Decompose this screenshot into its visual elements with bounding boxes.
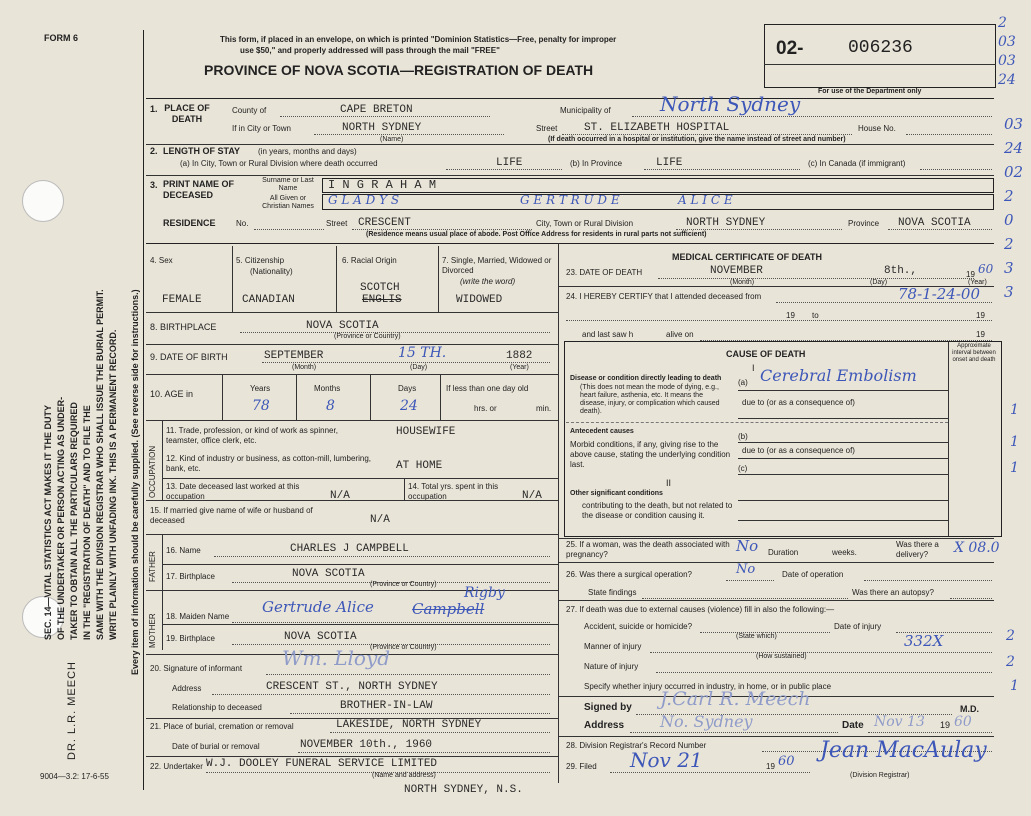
medical-nineteen: 19 <box>786 311 795 320</box>
name-given-label: All Given or Christian Names <box>262 195 314 210</box>
age-days: 24 <box>400 398 418 414</box>
occupation-l11: 11. Trade, profession, or kind of work as spinner, teamster, office clerk, etc. <box>166 426 338 445</box>
mother-birthplace: NOVA SCOTIA <box>284 631 357 643</box>
birthplace-label: 8. BIRTHPLACE <box>150 322 217 332</box>
undertaker-label: 22. Undertaker <box>150 762 203 771</box>
cause-b: (b) <box>738 432 748 441</box>
occupation-l12: 12. Kind of industry or business, as cotton-mill, lumbering, bank, etc. <box>166 454 371 473</box>
dotted-rule <box>644 169 800 170</box>
medical-year-hint: (Year) <box>968 279 987 286</box>
residence-street-label: Street <box>326 219 348 228</box>
father-side: FATHER <box>148 551 157 582</box>
mother-maiden-label: 18. Maiden Name <box>166 612 230 621</box>
rule-line <box>558 243 559 783</box>
mother-maiden-insert: Rigby <box>464 585 505 601</box>
cause-title: CAUSE OF DEATH <box>726 349 806 359</box>
cause-other-label: Other significant conditions <box>570 490 663 497</box>
right-codes-4: 0 <box>1004 211 1014 229</box>
medical-l23: 23. DATE OF DEATH <box>566 268 643 277</box>
header-note: use $50," and properly addressed will pass through the mail "FREE" <box>240 46 500 55</box>
informant-signature: Wm. Lloyd <box>282 646 391 670</box>
cause-c: (c) <box>738 464 748 473</box>
age-days-label: Days <box>398 384 417 393</box>
q25-weeks: weeks. <box>832 548 857 557</box>
left-statute-3: IN THE "REGISTRATION OF DEATH" AND TO FILE THE <box>82 405 92 640</box>
medical-nineteen: 19 <box>976 330 985 339</box>
mother-hint: (Province or Country) <box>370 644 437 651</box>
cause-antecedent-hint: Morbid conditions, if any, giving rise to the above cause, stating the underlying condition last. <box>570 440 731 469</box>
q27-specify: Specify whether injury occurred in industry, in home, or in public place <box>584 682 832 691</box>
left-statute-2: TAKER TO OBTAIN ALL THE PARTICULARS REQUIRED <box>69 402 79 640</box>
given-name-3: A L I C E <box>678 193 733 207</box>
informant-sig-label: 20. Signature of informant <box>150 664 243 673</box>
residence-city: NORTH SYDNEY <box>686 217 766 229</box>
medical-nineteen: 19 <box>976 311 985 320</box>
dotted-rule <box>642 598 848 599</box>
rule-line <box>558 600 994 601</box>
rule-line <box>296 374 297 420</box>
origin-value: SCOTCH <box>360 282 400 294</box>
undertaker-hint: (Name and address) <box>372 772 436 779</box>
occupation-side: OCCUPATION <box>148 445 157 498</box>
doctor-stamp: DR. L.R. MEECH <box>66 661 78 760</box>
rule-line <box>146 175 994 176</box>
right-marks-0: 1 <box>1010 402 1019 418</box>
dotted-rule <box>352 229 532 230</box>
rule-line <box>162 564 558 565</box>
age-years: 78 <box>252 398 270 414</box>
place-hint: (If death occurred in a hospital or institution, give the name instead of street and number) <box>548 136 846 143</box>
dotted-rule <box>280 116 490 117</box>
right-codes-6: 3 <box>1004 259 1014 277</box>
occupation-l15: 15. If married give name of wife or husband of deceased <box>150 506 313 525</box>
dotted-rule <box>562 134 852 135</box>
right-codes-3: 2 <box>1004 187 1014 205</box>
q27-how: (How sustained) <box>756 653 807 660</box>
instruction-note: Every item of information should be carefully supplied. (See reverse side for instructions.) <box>130 289 140 675</box>
dotted-rule <box>262 362 550 363</box>
right-marks-3: 2 <box>1006 628 1015 644</box>
rule-line <box>738 418 948 419</box>
rule-line <box>143 30 144 790</box>
dotted-rule <box>214 556 550 557</box>
municipality-value: North Sydney <box>660 92 801 116</box>
residence-street: CRESCENT <box>358 217 411 229</box>
last-worked-value: N/A <box>330 490 350 502</box>
informant-rel-label: Relationship to deceased <box>172 703 262 712</box>
medical-year-prefix: 19 <box>966 270 975 279</box>
rule-line <box>162 478 558 479</box>
rule-line <box>440 374 441 420</box>
personal-sex-label: 4. Sex <box>150 256 173 265</box>
rule-line <box>558 538 994 539</box>
given-name-1: G L A D Y S <box>328 193 400 207</box>
birthplace-hint: (Province or Country) <box>334 333 401 340</box>
dotted-rule <box>658 278 974 279</box>
right-codes-0: 03 <box>1004 115 1024 133</box>
dotted-rule <box>868 732 992 733</box>
mother-side: MOTHER <box>148 613 157 648</box>
place-house-label: House No. <box>858 124 896 133</box>
origin-struck: ENGLIS <box>362 294 402 306</box>
rule-line <box>738 390 948 391</box>
place-street-label: Street <box>536 124 558 133</box>
father-name: CHARLES J CAMPBELL <box>290 543 409 555</box>
stay-a-label: (a) In City, Town or Rural Division where death occurred <box>180 159 378 168</box>
left-statute-5: WRITE PLAINLY WITH UNFADING INK. THIS IS A PERMANENT RECORD. <box>108 329 118 640</box>
left-statute-1: OF THE UNDERTAKER OR PERSON ACTING AS UNDER- <box>56 396 66 640</box>
burial-date: NOVEMBER 10th., 1960 <box>300 739 433 751</box>
cause-disease-label: Disease or condition directly leading to death <box>570 375 722 382</box>
citizenship-value: CANADIAN <box>242 294 295 306</box>
rule-line <box>146 144 994 145</box>
rule-line <box>738 520 948 521</box>
rule-line <box>948 342 949 536</box>
rule-line <box>146 344 558 345</box>
cause-roman2: II <box>666 478 672 488</box>
medical-to: to <box>812 311 819 320</box>
age-label: 10. AGE in <box>150 389 194 399</box>
rule-line <box>146 420 558 421</box>
dotted-rule <box>314 134 504 135</box>
signed-date: Nov 13 <box>874 714 925 730</box>
dotted-rule <box>254 229 324 230</box>
registration-number: 006236 <box>848 38 913 58</box>
dob-month-hint: (Month) <box>292 364 317 371</box>
cause-a-value: Cerebral Embolism <box>760 366 917 385</box>
print-code: 9004—3.2: 17-6-55 <box>40 772 109 781</box>
mother-bp-label: 19. Birthplace <box>166 634 215 643</box>
right-marks-5: 1 <box>1010 678 1019 694</box>
q25-label: 25. If a woman, was the death associated with pregnancy? <box>566 540 730 559</box>
dotted-rule <box>566 320 992 321</box>
dotted-rule <box>726 580 774 581</box>
rule-line <box>738 474 948 475</box>
father-hint: (Province or Country) <box>370 581 437 588</box>
rule-line <box>738 500 948 501</box>
rule-line <box>232 246 233 312</box>
occupation-l13: 13. Date deceased last worked at this occupation <box>166 482 300 501</box>
street-value: ST. ELIZABETH HOSPITAL <box>584 122 730 134</box>
rule-line <box>566 422 948 423</box>
medical-alive-on: alive on <box>666 330 694 339</box>
header-note: This form, if placed in an envelope, on which is printed "Dominion Statistics—Free, penalty for improper <box>220 35 617 44</box>
rule-line <box>162 624 558 625</box>
cause-due: due to (or as a consequence of) <box>742 446 855 455</box>
q27-date-injury: Date of injury <box>834 622 882 631</box>
burial-date-label: Date of burial or removal <box>172 742 260 751</box>
left-statute-4: SAME WITH THE DIVISION REGISTRAR WHO SHALL ISSUE THE BURIAL PERMIT. <box>95 289 105 640</box>
place-label: PLACE OF DEATH <box>164 103 210 124</box>
rule-line <box>146 534 558 535</box>
place-city-label: If in City or Town <box>232 124 291 133</box>
pregnancy-code: X 08.0 <box>954 540 1000 556</box>
place-municipality-label: Municipality of <box>560 106 611 115</box>
right-codes-2: 02 <box>1004 163 1024 181</box>
dotted-rule <box>632 116 992 117</box>
medical-day-hint: (Day) <box>870 279 888 286</box>
stay-b-label: (b) In Province <box>570 159 623 168</box>
dob-year: 1882 <box>506 350 533 362</box>
dotted-rule <box>330 732 550 733</box>
personal-origin-label: 6. Racial Origin <box>342 256 397 265</box>
rule-line <box>558 562 994 563</box>
right-marks-4: 2 <box>1006 654 1015 670</box>
pregnancy-answer: No <box>736 537 759 555</box>
rule-line <box>146 756 558 757</box>
sex-value: FEMALE <box>162 294 202 306</box>
rule-line <box>162 534 163 590</box>
signed-label: Signed by <box>584 702 632 713</box>
margin-codes-1: 03 <box>998 34 1016 50</box>
rule-line <box>162 420 163 500</box>
q27-label: 27. If death was due to external causes (violence) fill in also the following:— <box>566 605 835 614</box>
age-lt-label: If less than one day old <box>446 384 529 393</box>
residence-no-label: No. <box>236 219 249 228</box>
name-num: 3. <box>150 180 158 190</box>
surname-value: I N G R A H A M <box>328 178 437 192</box>
age-hrs: hrs. or <box>474 404 497 413</box>
signed-year-prefix: 19 <box>940 720 951 730</box>
dotted-rule <box>266 674 550 675</box>
signed-by: J.Carl R. Meech <box>660 688 811 710</box>
mother-maiden-struck: Campbell <box>412 600 485 618</box>
dob-day-hint: (Day) <box>410 364 428 371</box>
q25-duration: Duration <box>768 548 799 557</box>
dotted-rule <box>232 622 550 623</box>
right-codes-1: 24 <box>1004 139 1024 157</box>
dotted-rule <box>630 732 838 733</box>
registrar-signature: Jean MacAulay <box>820 738 987 763</box>
q26-findings: State findings <box>588 588 637 597</box>
residence-city-label: City, Town or Rural Division <box>536 219 634 228</box>
burial-place-label: 21. Place of burial, cremation or removal <box>150 722 294 731</box>
margin-codes-3: 24 <box>998 72 1016 88</box>
attended-from: 78-1-24-00 <box>898 285 981 303</box>
stay-num: 2. <box>150 146 158 156</box>
right-marks-2: 1 <box>1010 460 1019 476</box>
death-year: 60 <box>978 262 994 276</box>
personal-marital-label: 7. Single, Married, Widowed or Divorced <box>442 256 552 275</box>
dotted-rule <box>298 752 550 753</box>
q27-nature: Nature of injury <box>584 662 639 671</box>
rule-line <box>738 442 948 443</box>
cause-other-hint: contributing to the death, but not related to the disease or condition causing it. <box>582 501 733 520</box>
residence-hint: (Residence means usual place of abode. Post Office Address for residents in rural parts not sufficient) <box>366 231 707 238</box>
medical-l24: 24. I HEREBY CERTIFY that I attended deceased from <box>566 292 762 301</box>
dotted-rule <box>676 229 842 230</box>
death-month: NOVEMBER <box>710 265 763 277</box>
left-statute-0: SEC. 14—VITAL STATISTICS ACT MAKES IT THE DUTY <box>43 404 53 640</box>
industry-value: AT HOME <box>396 460 443 472</box>
dept-use-note: For use of the Department only <box>818 88 922 95</box>
age-min: min. <box>536 404 552 413</box>
rule-line <box>222 374 223 420</box>
personal-citizen-hint: (Nationality) <box>250 267 293 276</box>
q29-nineteen: 19 <box>766 762 775 771</box>
form-title: PROVINCE OF NOVA SCOTIA—REGISTRATION OF DEATH <box>204 62 594 78</box>
rule-line <box>146 374 558 375</box>
given-name-2: G E R T R U D E <box>520 193 620 207</box>
rule-line <box>764 64 996 65</box>
signed-addr-label: Address <box>584 720 625 731</box>
place-num: 1. <box>150 104 158 114</box>
signed-md: M.D. <box>960 704 979 714</box>
rule-line <box>146 98 994 99</box>
signer-address: No. Sydney <box>660 712 753 731</box>
q29-registrar-hint: (Division Registrar) <box>850 772 910 779</box>
stay-hint: (in years, months and days) <box>258 147 357 156</box>
medical-month-hint: (Month) <box>730 279 755 286</box>
undertaker-value: W.J. DOOLEY FUNERAL SERVICE LIMITED <box>206 758 438 770</box>
spouse-value: N/A <box>370 514 390 526</box>
dob-day: 15 TH. <box>398 345 447 361</box>
father-name-label: 16. Name <box>166 546 201 555</box>
dob-label: 9. DATE OF BIRTH <box>150 352 228 362</box>
dotted-rule <box>290 713 550 714</box>
occupation-l14: 14. Total yrs. spent in this occupation <box>408 482 499 501</box>
cause-disease-hint: (This does not mean the mode of dying, e.g., heart failure, asthenia, etc. It means the disease, injury, or complication which caused death). <box>580 384 720 415</box>
filed-year: 60 <box>778 754 795 769</box>
cause-due: due to (or as a consequence of) <box>742 398 855 407</box>
surgery-answer: No <box>736 562 756 577</box>
q26-autopsy: Was there an autopsy? <box>852 588 934 597</box>
personal-citizen-label: 5. Citizenship <box>236 256 285 265</box>
burial-place: LAKESIDE, NORTH SYDNEY <box>336 719 482 731</box>
punch-hole <box>22 180 64 222</box>
margin-codes-2: 03 <box>998 53 1016 69</box>
birthplace-value: NOVA SCOTIA <box>306 320 379 332</box>
rule-line <box>404 478 405 500</box>
informant-address: CRESCENT ST., NORTH SYDNEY <box>266 681 438 693</box>
margin-codes-0: 2 <box>998 15 1007 31</box>
dob-year-hint: (Year) <box>510 364 529 371</box>
personal-marital-hint: (write the word) <box>460 277 516 286</box>
rule-line <box>146 312 558 313</box>
informant-addr-label: Address <box>172 684 202 693</box>
right-codes <box>1004 112 1023 304</box>
statute-text <box>42 289 120 640</box>
right-marks-1: 1 <box>1010 434 1019 450</box>
stay-label: LENGTH OF STAY <box>163 146 241 156</box>
residence-province-label: Province <box>848 219 880 228</box>
medical-last-saw: and last saw h <box>582 330 634 339</box>
rule-line <box>370 374 371 420</box>
rule-line <box>738 458 948 459</box>
q29-label: 29. Filed <box>566 762 597 771</box>
q27-state-which: (State which) <box>736 633 777 640</box>
dotted-rule <box>950 598 992 599</box>
rule-line <box>558 736 994 737</box>
stay-city: LIFE <box>496 157 523 169</box>
right-codes-5: 2 <box>1004 235 1014 253</box>
rule-line <box>146 243 994 244</box>
box-border <box>322 194 994 210</box>
medical-title: MEDICAL CERTIFICATE OF DEATH <box>672 252 822 262</box>
cause-a: (a) <box>738 378 748 387</box>
right-codes-7: 3 <box>1004 283 1014 301</box>
dotted-rule <box>610 772 810 773</box>
age-months: 8 <box>326 398 335 414</box>
cause-interval: Approximate interval between onset and death <box>952 343 996 363</box>
father-birthplace: NOVA SCOTIA <box>292 568 365 580</box>
age-months-label: Months <box>314 384 341 393</box>
margin-codes <box>998 14 1016 90</box>
q27-manner: Manner of injury <box>584 642 642 651</box>
filed-date: Nov 21 <box>630 748 703 772</box>
dotted-rule <box>650 652 992 653</box>
cause-roman1: I <box>752 363 755 373</box>
name-label: PRINT NAME OF DECEASED <box>163 179 234 200</box>
cause-antecedent-label: Antecedent causes <box>570 428 634 435</box>
informant-relationship: BROTHER-IN-LAW <box>340 700 433 712</box>
q26-label: 26. Was there a surgical operation? <box>566 570 692 579</box>
q27-accident: Accident, suicide or homicide? <box>584 622 693 631</box>
mother-maiden-name: Gertrude Alice <box>262 598 374 616</box>
q28-label: 28. Division Registrar's Record Number <box>566 741 707 750</box>
residence-province: NOVA SCOTIA <box>898 217 971 229</box>
county-value: CAPE BRETON <box>340 104 413 116</box>
dob-month: SEPTEMBER <box>264 350 324 362</box>
signed-year: 60 <box>954 714 972 730</box>
q26-date: Date of operation <box>782 570 844 579</box>
years-occupation-value: N/A <box>522 490 542 502</box>
city-value: NORTH SYDNEY <box>342 122 422 134</box>
dotted-rule <box>864 580 992 581</box>
dotted-rule <box>212 694 550 695</box>
q25-delivery: Was there a delivery? <box>896 540 939 559</box>
age-years-label: Years <box>250 384 271 393</box>
father-bp-label: 17. Birthplace <box>166 572 215 581</box>
stay-c-label: (c) In Canada (if immigrant) <box>808 159 906 168</box>
registration-prefix: 02- <box>776 38 804 59</box>
injury-code: 332X <box>904 632 944 650</box>
stay-province: LIFE <box>656 157 683 169</box>
dotted-rule <box>888 229 992 230</box>
place-name-hint: (Name) <box>380 136 404 143</box>
name-surname-label: Surname or Last Name <box>262 177 314 192</box>
rule-line <box>146 500 558 501</box>
undertaker-address: NORTH SYDNEY, N.S. <box>404 784 523 796</box>
dotted-rule <box>656 672 992 673</box>
occupation-value: HOUSEWIFE <box>396 426 456 438</box>
death-day: 8th., <box>884 265 918 277</box>
form-label: FORM 6 <box>44 33 79 43</box>
dotted-rule <box>446 169 562 170</box>
rule-line <box>336 246 337 312</box>
place-county-label: County of <box>232 106 267 115</box>
rule-line <box>162 590 163 650</box>
signed-date-label: Date <box>842 720 864 731</box>
dotted-rule <box>920 169 992 170</box>
marital-value: WIDOWED <box>456 294 503 306</box>
residence-label: RESIDENCE <box>163 218 216 228</box>
dotted-rule <box>906 134 992 135</box>
rule-line <box>438 246 439 312</box>
